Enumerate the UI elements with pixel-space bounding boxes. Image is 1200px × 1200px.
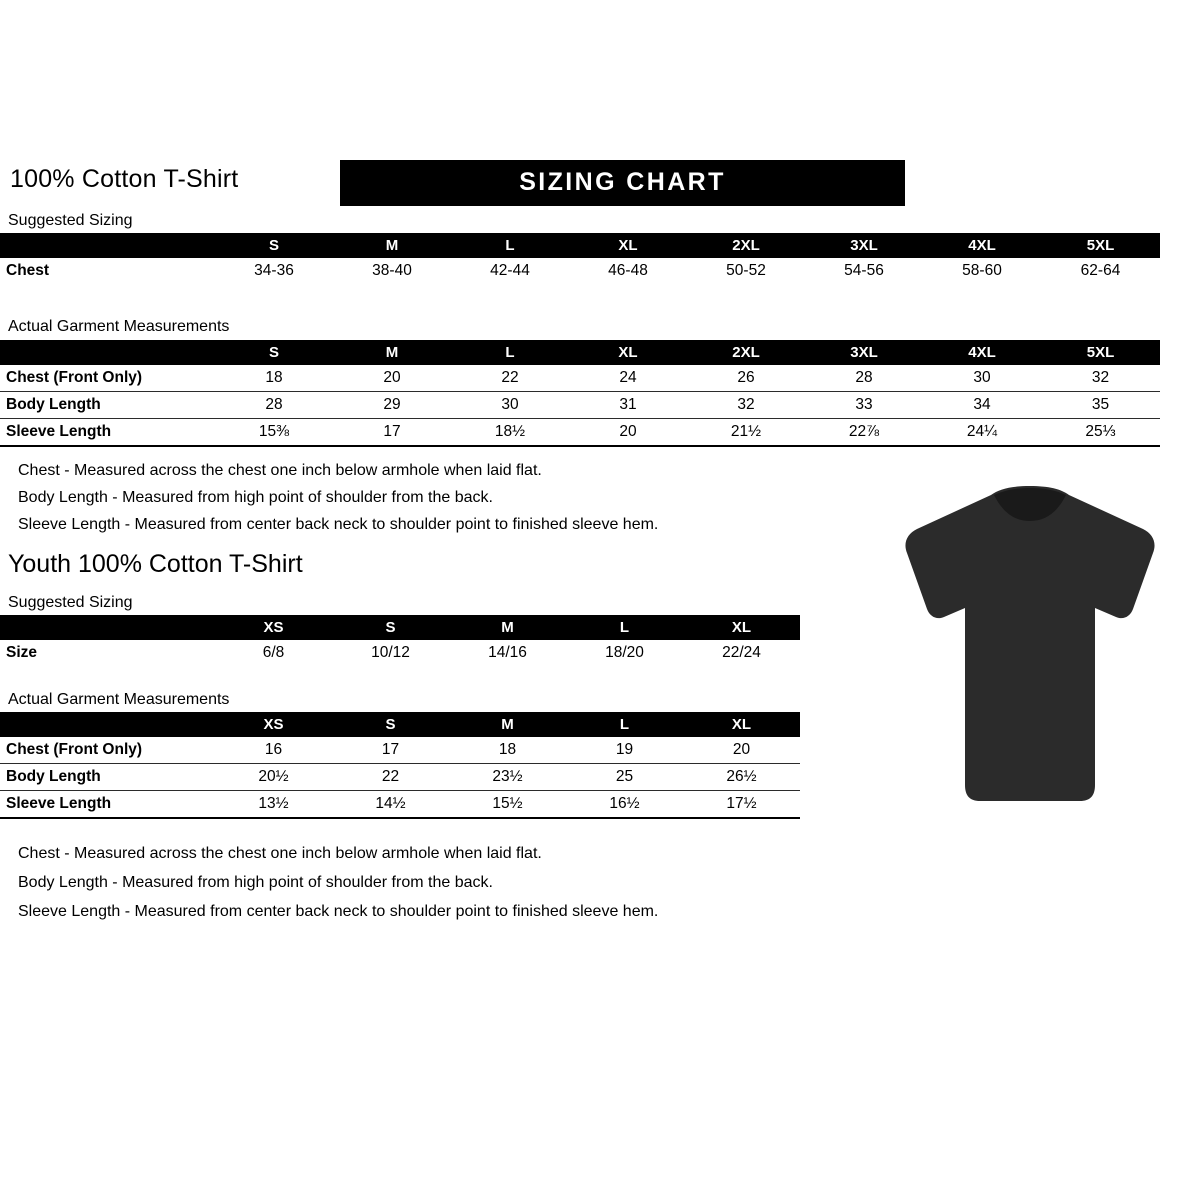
col-header: XS [215, 712, 332, 737]
cell: 14½ [375, 795, 406, 812]
cell: 20 [619, 423, 637, 440]
cell: 28 [265, 396, 283, 413]
cell: 30 [501, 396, 519, 413]
table-row [0, 419, 1160, 447]
row-label: Sleeve Length [6, 423, 112, 440]
cell: 29 [383, 396, 401, 413]
cell: 22 [381, 768, 400, 785]
col-header: S [215, 233, 333, 258]
col-header: XL [683, 615, 800, 640]
col-header: L [566, 615, 683, 640]
table-row [0, 365, 1160, 392]
row-label: Size [6, 644, 38, 661]
col-header: 2XL [687, 233, 805, 258]
cell: 31 [619, 396, 637, 413]
row-label: Chest [6, 262, 50, 279]
adult-note-sleeve-length: Sleeve Length - Measured from center back neck to shoulder point to finished sleeve hem. [18, 516, 659, 533]
col-header: S [215, 340, 333, 365]
adult-note-body-length: Body Length - Measured from high point of shoulder from the back. [18, 489, 493, 506]
table-header-row [0, 233, 1160, 258]
row-label: Body Length [6, 396, 101, 413]
cell: 24¼ [966, 423, 998, 440]
cell: 24 [619, 369, 637, 386]
youth-note-chest: Chest - Measured across the chest one inch below armhole when laid flat. [18, 845, 542, 862]
cell: 16½ [609, 795, 640, 812]
col-header: 2XL [687, 340, 805, 365]
table-row [0, 640, 800, 666]
row-label: Body Length [6, 768, 101, 785]
col-header: 3XL [805, 340, 923, 365]
col-header: L [566, 712, 683, 737]
cell: 20 [732, 741, 751, 758]
cell: 20 [383, 369, 401, 386]
row-label: Chest (Front Only) [6, 741, 143, 758]
cell: 30 [973, 369, 991, 386]
col-header: M [333, 340, 451, 365]
cell: 20½ [258, 768, 289, 785]
cell: 26½ [726, 768, 757, 785]
table-header-row [0, 615, 800, 640]
cell: 19 [615, 741, 634, 758]
row-label: Chest (Front Only) [6, 369, 143, 386]
col-header: XL [569, 233, 687, 258]
adult-garment-measurements-label: Actual Garment Measurements [8, 318, 230, 335]
cell: 15⅜ [258, 423, 290, 440]
cell: 32 [737, 396, 755, 413]
cell: 22⅞ [848, 423, 880, 440]
youth-garment-measurements-table [0, 712, 800, 819]
cell: 54-56 [844, 262, 884, 279]
col-header: L [451, 233, 569, 258]
col-header: 4XL [923, 340, 1041, 365]
col-header: S [332, 615, 449, 640]
cell: 10/12 [371, 644, 410, 661]
col-header [0, 233, 215, 258]
cell: 22 [501, 369, 519, 386]
adult-garment-measurements-table [0, 340, 1160, 447]
col-header: XL [569, 340, 687, 365]
cell: 62-64 [1080, 262, 1121, 279]
table-row [0, 764, 800, 791]
cell: 18 [498, 741, 517, 758]
adult-shirt-title: 100% Cotton T-Shirt [10, 165, 239, 193]
cell: 21½ [730, 423, 762, 440]
cell: 42-44 [490, 262, 530, 279]
table-header-row [0, 712, 800, 737]
cell: 35 [1091, 396, 1110, 413]
cell: 22/24 [722, 644, 761, 661]
youth-suggested-sizing-label: Suggested Sizing [8, 594, 133, 611]
col-header: 3XL [805, 233, 923, 258]
cell: 18 [265, 369, 283, 386]
col-header: 5XL [1041, 233, 1160, 258]
youth-shirt-title: Youth 100% Cotton T-Shirt [8, 550, 303, 578]
cell: 16 [264, 741, 283, 758]
youth-note-sleeve-length: Sleeve Length - Measured from center back neck to shoulder point to finished sleeve hem. [18, 903, 659, 920]
t-shirt-icon [895, 485, 1165, 805]
col-header: M [333, 233, 451, 258]
table-row [0, 258, 1160, 284]
cell: 32 [1091, 369, 1110, 386]
youth-note-body-length: Body Length - Measured from high point of shoulder from the back. [18, 874, 493, 891]
cell: 18/20 [605, 644, 644, 661]
cell: 38-40 [372, 262, 412, 279]
youth-garment-measurements-label: Actual Garment Measurements [8, 691, 230, 708]
adult-suggested-sizing-label: Suggested Sizing [8, 212, 133, 229]
cell: 17 [381, 741, 400, 758]
cell: 14/16 [488, 644, 527, 661]
sizing-chart-banner-label: SIZING CHART [519, 168, 726, 196]
col-header: XL [683, 712, 800, 737]
cell: 13½ [258, 795, 289, 812]
col-header [0, 615, 215, 640]
cell: 23½ [492, 768, 523, 785]
cell: 33 [855, 396, 873, 413]
cell: 34-36 [254, 262, 294, 279]
adult-suggested-sizing-table [0, 233, 1160, 284]
table-row [0, 737, 800, 764]
col-header: 5XL [1041, 340, 1160, 365]
cell: 25 [615, 768, 634, 785]
adult-note-chest: Chest - Measured across the chest one inch below armhole when laid flat. [18, 462, 542, 479]
cell: 15½ [492, 795, 523, 812]
col-header: XS [215, 615, 332, 640]
table-row [0, 791, 800, 819]
cell: 17½ [726, 795, 757, 812]
cell: 34 [973, 396, 991, 413]
table-row [0, 392, 1160, 419]
cell: 28 [855, 369, 873, 386]
col-header: M [449, 615, 566, 640]
cell: 6/8 [262, 644, 285, 661]
row-label: Sleeve Length [6, 795, 112, 812]
cell: 50-52 [726, 262, 766, 279]
t-shirt-illustration [895, 485, 1165, 805]
col-header [0, 712, 215, 737]
cell: 58-60 [962, 262, 1002, 279]
cell: 46-48 [608, 262, 648, 279]
sizing-chart-banner [340, 160, 905, 206]
youth-suggested-sizing-table [0, 615, 800, 666]
table-header-row [0, 340, 1160, 365]
col-header: L [451, 340, 569, 365]
cell: 25⅓ [1085, 423, 1116, 440]
cell: 17 [383, 423, 401, 440]
col-header: M [449, 712, 566, 737]
col-header: S [332, 712, 449, 737]
col-header: 4XL [923, 233, 1041, 258]
col-header [0, 340, 215, 365]
cell: 18½ [494, 423, 526, 440]
cell: 26 [737, 369, 755, 386]
